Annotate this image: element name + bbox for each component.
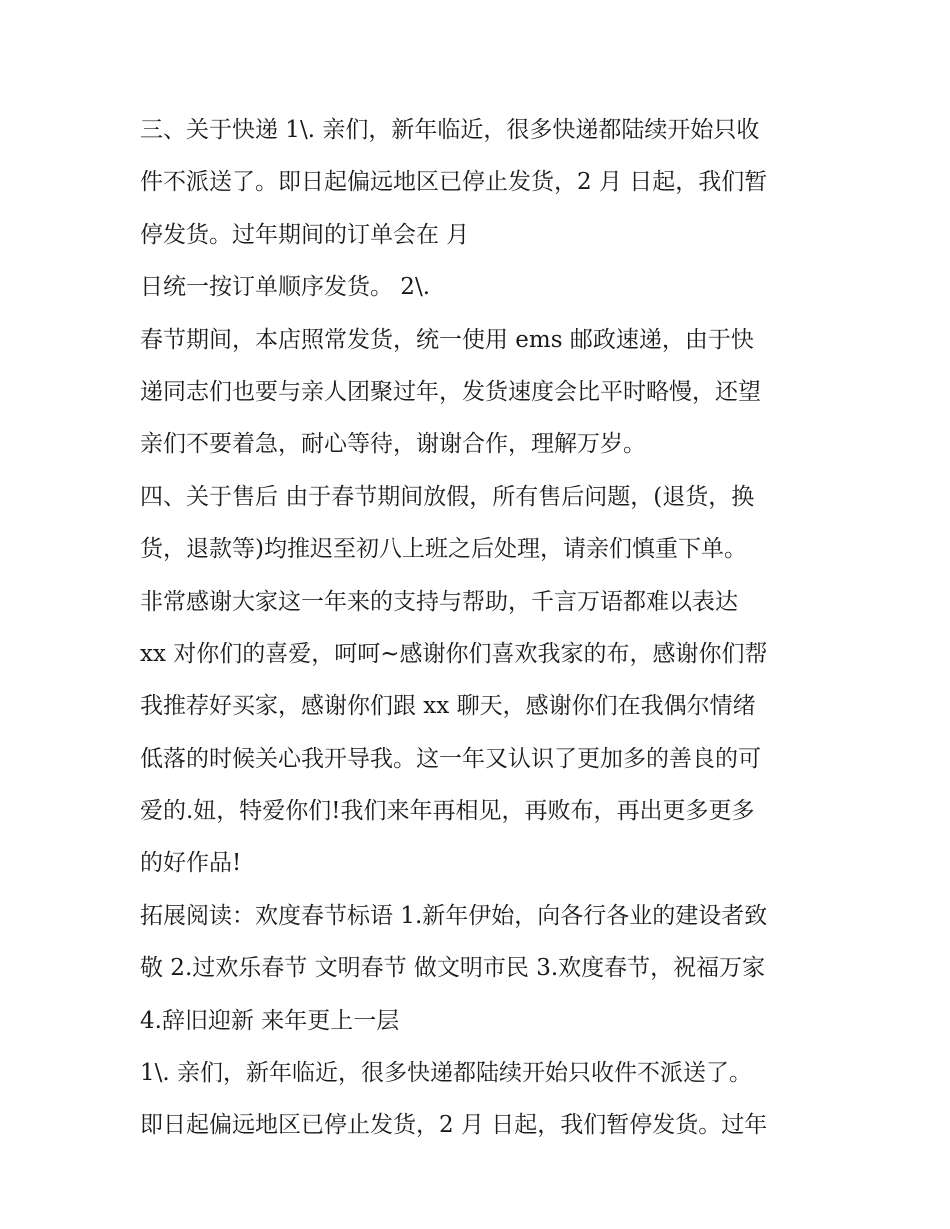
text-line: 非常感谢大家这一年来的支持与帮助，千言万语都难以表达 <box>140 588 738 615</box>
text-line: 春节期间，本店照常发货，统一使用 ems 邮政速递，由于快 <box>140 326 754 353</box>
text-line: 4.辞旧迎新 来年更上一层 <box>140 1007 400 1034</box>
text-line: 四、关于售后 由于春节期间放假，所有售后问题，(退货，换 <box>140 483 755 510</box>
text-line: 即日起偏远地区已停止发货，2 月 日起，我们暂停发货。过年 <box>140 1112 768 1139</box>
text-line: 件不派送了。即日起偏远地区已停止发货，2 月 日起，我们暂 <box>140 169 768 196</box>
text-line: 的好作品! <box>140 850 242 877</box>
text-line: 货，退款等)均推迟至初八上班之后处理，请亲们慎重下单。 <box>140 536 747 563</box>
text-line: 三、关于快递 1\. 亲们，新年临近，很多快递都陆续开始只收 <box>140 117 760 143</box>
text-line: 敬 2.过欢乐春节 文明春节 做文明市民 3.欢度春节，祝福万家 <box>140 955 766 982</box>
text-line: 拓展阅读：欢度春节标语 1.新年伊始，向各行各业的建设者致 <box>140 902 768 929</box>
text-line: 我推荐好买家，感谢你们跟 xx 聊天，感谢你们在我偶尔情绪 <box>140 693 756 720</box>
text-line: 低落的时候关心我开导我。这一年又认识了更加多的善良的可 <box>140 745 761 772</box>
document-body <box>140 104 830 1152</box>
text-line: 递同志们也要与亲人团聚过年，发货速度会比平时略慢，还望 <box>140 378 761 405</box>
text-line: 1\. 亲们，新年临近，很多快递都陆续开始只收件不派送了。 <box>140 1060 753 1087</box>
text-line: 日统一按订单顺序发货。 2\. <box>140 274 431 301</box>
text-line: 爱的.妞，特爱你们!我们来年再相见，再败布，再出更多更多 <box>140 798 755 825</box>
text-line: 停发货。过年期间的订单会在 月 <box>140 221 470 248</box>
text-line: 亲们不要着急，耐心等待，谢谢合作，理解万岁。 <box>140 431 646 458</box>
text-line: xx 对你们的喜爱，呵呵~感谢你们喜欢我家的布，感谢你们帮 <box>140 640 768 667</box>
